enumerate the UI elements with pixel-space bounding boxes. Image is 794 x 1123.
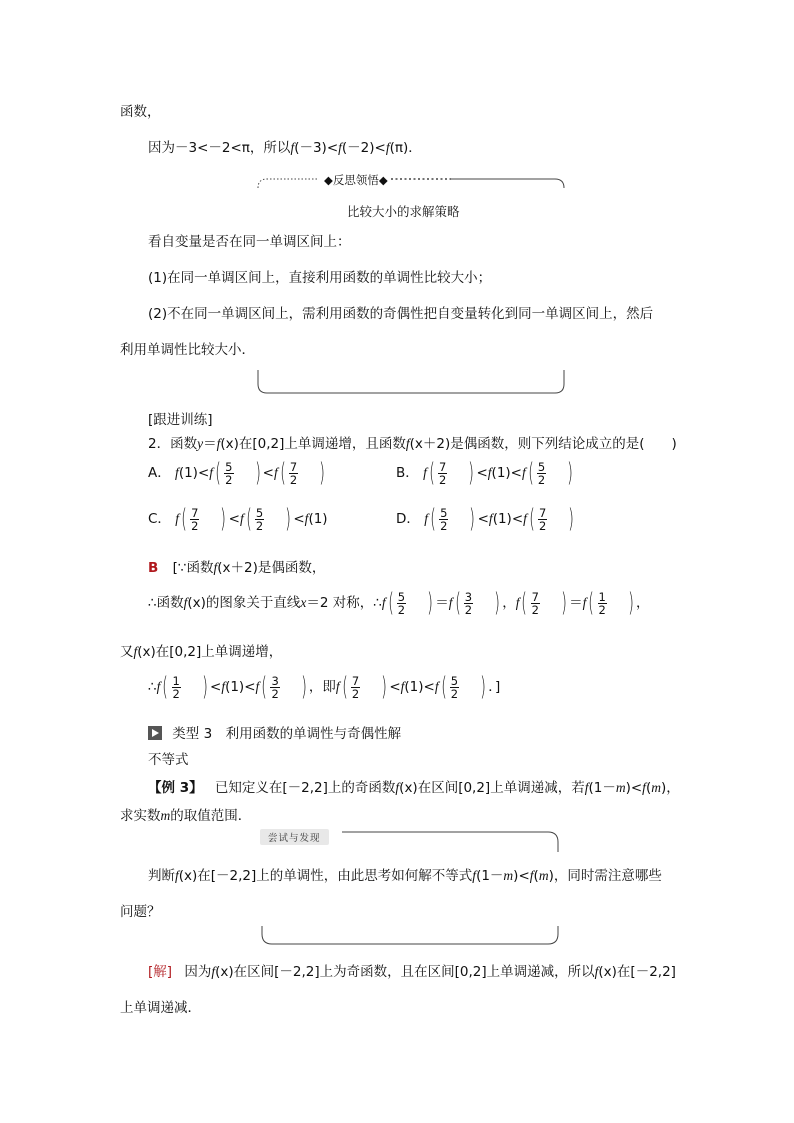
text: (－2)< — [341, 140, 386, 156]
try-box-label: 尝试与发现 — [260, 829, 329, 845]
reflect-paragraph: 看自变量是否在同一单调区间上： — [148, 234, 351, 250]
option-d[interactable]: D． f( $\frac{5}{2}$ ) <f(1)<f( $\frac{7}{2}$ ) — [396, 504, 575, 534]
text-line — [148, 136, 422, 156]
option-b[interactable]: B． f( $\frac{7}{2}$ ) <f(1)<f( $\frac{5}{2}$ ) — [396, 458, 574, 488]
text: (－3)< — [294, 140, 339, 156]
answer-line-2: 上单调递减． — [120, 1000, 201, 1016]
text-line: 函数， — [120, 104, 161, 120]
fraction: $\frac{3}{2}$ — [464, 589, 473, 617]
fraction: $\frac{1}{2}$ — [598, 589, 606, 617]
play-icon — [148, 726, 162, 740]
option-label: C． — [148, 511, 171, 527]
fraction: $\frac{5}{2}$ — [440, 505, 448, 533]
example3-line-1: 【例 3】 已知定义在[－2,2]上的奇函数f(x)在区间[0,2]上单调递减，若f(1－m)<f(m)， — [148, 780, 680, 796]
option-label: B． — [396, 465, 419, 481]
fraction: $\frac{7}{2}$ — [289, 459, 298, 487]
reflect-paragraph: 利用单调性比较大小． — [120, 342, 255, 358]
type3-label: 类型 3 利用函数的单调性与奇偶性解 — [172, 726, 402, 742]
solution-line-3: 又f(x)在[0,2]上单调递增， — [120, 644, 283, 660]
option-label: D． — [396, 511, 420, 527]
fraction: $\frac{7}{2}$ — [191, 505, 199, 533]
solution-line-4: ∴f( $\frac{1}{2}$ ) <f(1)<f( $\frac{3}{2}$ ) ，即f( $\frac{7}{2}$ ) <f(1)<f( $\frac{5}{2}$ ) ．] — [148, 672, 501, 702]
text: (x＋2)是偶函数，则下列结论成立的是( ) — [409, 436, 677, 452]
var-y: y — [197, 436, 204, 451]
solution-line-1: B [∵函数f(x＋2)是偶函数， — [148, 560, 326, 576]
fraction: $\frac{7}{2}$ — [539, 505, 547, 533]
try-box-bottom-border — [258, 924, 564, 948]
func-f: f — [216, 436, 221, 451]
fraction: $\frac{3}{2}$ — [271, 673, 279, 701]
option-c[interactable]: C． f( $\frac{7}{2}$ ) <f( $\frac{5}{2}$ ) <f(1) — [148, 504, 328, 534]
fraction: $\frac{5}{2}$ — [255, 505, 264, 533]
func-f: f — [338, 140, 342, 155]
option-a[interactable]: A． f(1)<f( $\frac{5}{2}$ ) <f( $\frac{7}{2}$ ) — [148, 458, 326, 488]
func-f: f — [290, 140, 295, 155]
fraction: $\frac{5}{2}$ — [397, 589, 406, 617]
func-f: f — [405, 436, 410, 451]
reflect-box-title: 比较大小的求解策略 — [347, 204, 460, 219]
try-line-1: 判断f(x)在[－2,2]上的单调性，由此思考如何解不等式f(1－m)<f(m)，同时需注意哪些 — [148, 868, 662, 884]
text: ＝ — [203, 436, 217, 452]
text: (π)． — [389, 140, 422, 156]
example3-line-2: 求实数m的取值范围． — [120, 808, 252, 824]
option-label: A． — [148, 465, 171, 481]
fraction: $\frac{5}{2}$ — [450, 673, 459, 701]
fraction: $\frac{5}{2}$ — [225, 459, 233, 487]
answer-tag: [解] — [148, 964, 173, 980]
text: 因为－3<－2<π，所以 — [148, 140, 291, 156]
answer-letter: B — [148, 560, 159, 576]
fraction: $\frac{1}{2}$ — [172, 673, 180, 701]
fraction: $\frac{7}{2}$ — [351, 673, 360, 701]
text: < — [197, 465, 210, 481]
text: (1) — [178, 465, 198, 481]
example-tag: 【例 3】 — [148, 780, 203, 796]
func-f: f — [385, 140, 390, 155]
fraction: $\frac{7}{2}$ — [438, 459, 447, 487]
answer-line-1: [解] 因为f(x)在区间[－2,2]上为奇函数，且在区间[0,2]上单调递减，所以f(x)在[－2,2] — [148, 964, 676, 980]
reflect-paragraph: (2)不在同一单调区间上，需利用函数的奇偶性把自变量转化到同一单调区间上，然后 — [148, 306, 654, 322]
try-line-2: 问题？ — [120, 904, 161, 920]
reflect-paragraph: (1)在同一单调区间上，直接利用函数的单调性比较大小； — [148, 270, 492, 286]
practice-header: [跟进训练] — [148, 412, 213, 428]
text: (x)在[0,2]上单调递增，且函数 — [220, 436, 406, 452]
solution-line-2: ∴函数f(x)的图象关于直线x＝2 对称，∴f( $\frac{5}{2}$ ) ＝f( $\frac{3}{2}$ ) ，f( $\frac{7}{2}$ ) ＝f( $\frac{1}{2}$ ) ， — [148, 588, 650, 618]
type3-label-line2: 不等式 — [148, 752, 189, 768]
func-f: f — [175, 465, 179, 480]
type3-heading — [148, 722, 401, 742]
question-line — [148, 432, 677, 452]
func-f: f — [209, 465, 214, 480]
reflect-box-top-border — [255, 172, 567, 200]
fraction: $\frac{5}{2}$ — [537, 459, 546, 487]
text: 2．函数 — [148, 436, 198, 452]
reflect-box-bottom-border — [255, 368, 567, 396]
reflect-box-label: ◆反思领悟◆ — [324, 173, 388, 187]
fraction: $\frac{7}{2}$ — [531, 589, 539, 617]
